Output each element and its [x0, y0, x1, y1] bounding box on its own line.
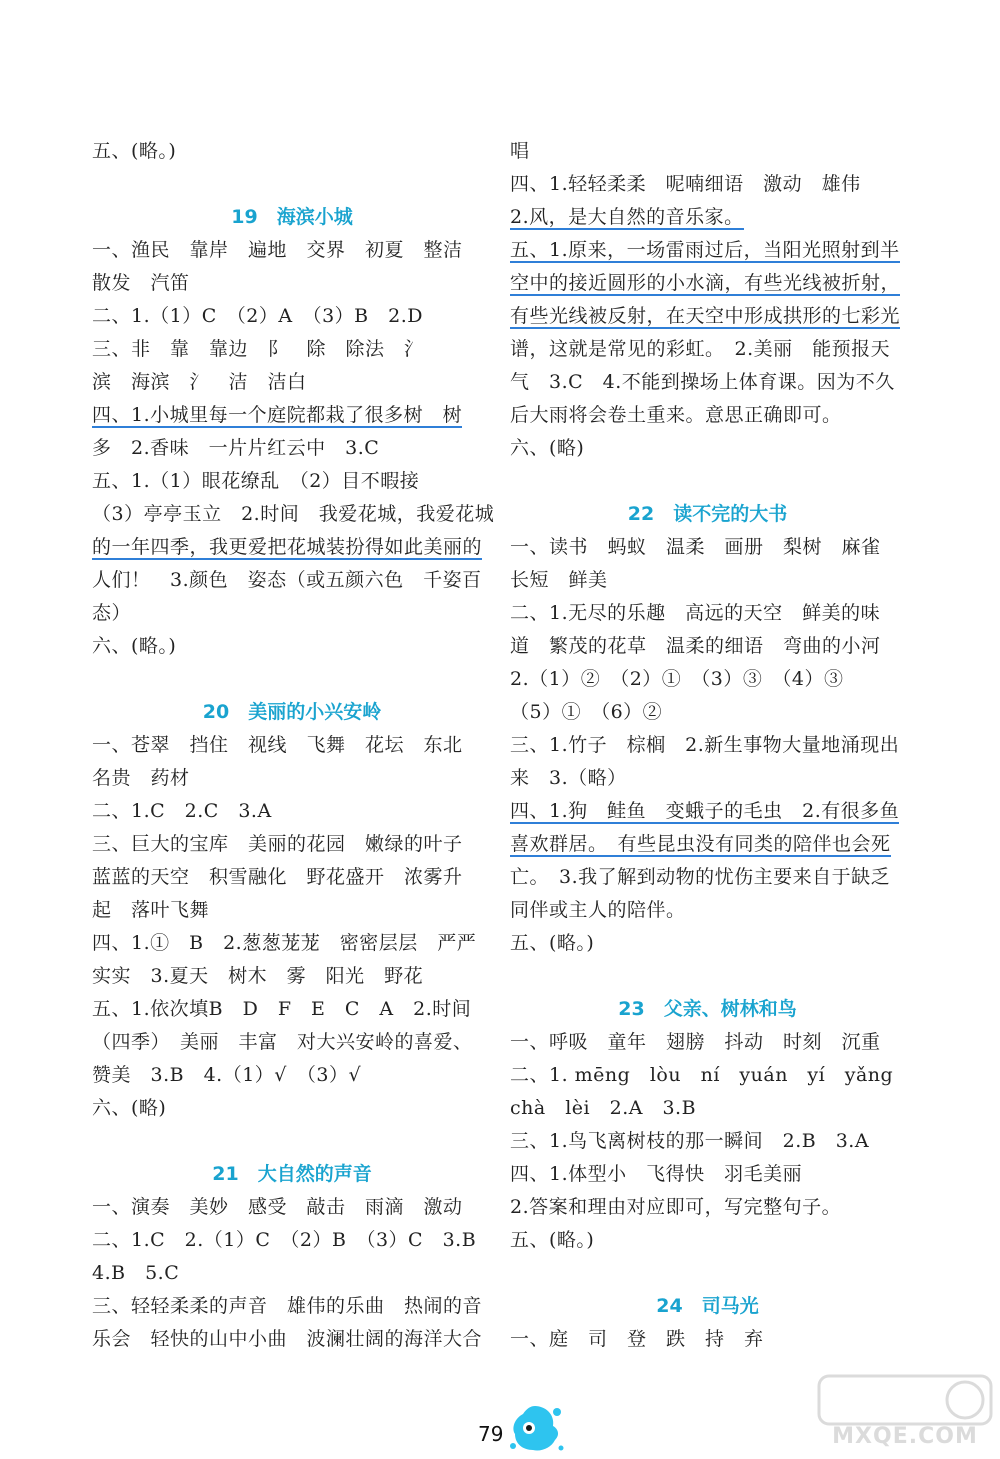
underlined-answer: 的一年四季，我更爱把花城装扮得如此美丽的 [92, 536, 483, 558]
answer-line: 三、1.竹子 棕榈 2.新生事物大量地涌现出 [510, 734, 900, 756]
left-column [92, 135, 495, 1356]
answer-line: 六、(略) [92, 1097, 167, 1119]
right-column [510, 135, 905, 1356]
answer-line [92, 531, 492, 564]
answer-line: 2.（1）② （2）① （3）③ （4）③ [510, 668, 844, 690]
answer-line [510, 795, 905, 828]
spacer [92, 663, 492, 696]
answer-line: 一、呼吸 童年 翅膀 抖动 时刻 沉重 [510, 1031, 881, 1053]
watermark-text: MXQE.COM [832, 1424, 978, 1449]
lesson-heading: 24 司马光 [656, 1295, 759, 1317]
answer-line: 二、1. mēng lòu ní yuán yí yǎng [510, 1064, 894, 1086]
underlined-answer: 2.风，是大自然的音乐家。 [510, 206, 744, 228]
answer-line: 赞美 3.B 4.（1）√ （3）√ [92, 1064, 362, 1086]
watermark-logo [815, 1372, 995, 1456]
answer-line: 二、1.无尽的乐趣 高远的天空 鲜美的味 [510, 602, 881, 624]
answer-line [510, 828, 905, 861]
answer-line: 气 3.C 4.不能到操场上体育课。因为不久 [510, 371, 895, 393]
answer-line: 后大雨将会卷土重来。意思正确即可。 [510, 404, 842, 426]
spacer [510, 465, 905, 498]
answer-line: 滨 海滨 氵 洁 洁白 [92, 371, 307, 393]
answer-line: 同伴或主人的陪伴。 [510, 899, 686, 921]
underlined-answer: 喜欢群居。 有些昆虫没有同类的陪伴也会死 [510, 833, 891, 855]
answer-line: 起 落叶飞舞 [92, 899, 210, 921]
answer-line: 二、1.C 2.C 3.A [92, 800, 272, 822]
answer-line: 五、(略。) [510, 1229, 595, 1251]
answer-line: 三、轻轻柔柔的声音 雄伟的乐曲 热闹的音 [92, 1295, 483, 1317]
answer-line [510, 234, 905, 267]
answer-line: 一、读书 蚂蚁 温柔 画册 梨树 麻雀 [510, 536, 881, 558]
answer-line: 乐会 轻快的山中小曲 波澜壮阔的海洋大合 [92, 1328, 483, 1350]
answer-line: 一、渔民 靠岸 遍地 交界 初夏 整洁 [92, 239, 463, 261]
spacer [92, 168, 492, 201]
answer-line: 名贵 药材 [92, 767, 190, 789]
spacer [510, 960, 905, 993]
answer-line: 谱，这就是常见的彩虹。 2.美丽 能预报天 [510, 338, 891, 360]
lesson-heading: 23 父亲、树林和鸟 [618, 998, 797, 1020]
answer-line: 二、1.（1）C （2）A （3）B 2.D [92, 305, 423, 327]
answer-line: 蓝蓝的天空 积雪融化 野花盛开 浓雾升 [92, 866, 463, 888]
answer-line [510, 267, 905, 300]
spacer [92, 1125, 492, 1158]
answer-line: 唱 [510, 140, 530, 162]
answer-line: （5）① （6）② [510, 701, 663, 723]
lesson-heading: 20 美丽的小兴安岭 [202, 701, 382, 723]
answer-line: 六、(略。) [92, 635, 177, 657]
underlined-answer: 空中的接近圆形的小水滴，有些光线被折射， [510, 272, 901, 294]
answer-line: 五、(略。) [92, 140, 177, 162]
answer-line: （3）亭亭玉立 2.时间 我爱花城，我爱花城 [92, 503, 495, 525]
answer-line [92, 399, 492, 432]
answer-line: 一、苍翠 挡住 视线 飞舞 花坛 东北 [92, 734, 463, 756]
answer-line: 实实 3.夏天 树木 雾 阳光 野花 [92, 965, 424, 987]
answer-line: 长短 鲜美 [510, 569, 608, 591]
answer-line: 4.B 5.C [92, 1262, 180, 1284]
spacer [510, 1257, 905, 1290]
answer-line [510, 201, 905, 234]
answer-line: （四季） 美丽 丰富 对大兴安岭的喜爱、 [92, 1031, 473, 1053]
lesson-heading: 19 海滨小城 [231, 206, 353, 228]
answer-line: 来 3.（略） [510, 767, 627, 789]
answer-line: 人们！ 3.颜色 姿态（或五颜六色 千姿百 [92, 569, 482, 591]
answer-line: 2.答案和理由对应即可，写完整句子。 [510, 1196, 842, 1218]
underlined-answer: 四、1.狗 鲑鱼 变蛾子的毛虫 2.有很多鱼 [510, 800, 900, 822]
answer-line: 道 繁茂的花草 温柔的细语 弯曲的小河 [510, 635, 881, 657]
page-number: 79 [478, 1422, 504, 1446]
answer-line: 散发 汽笛 [92, 272, 190, 294]
answer-line: 三、巨大的宝库 美丽的花园 嫩绿的叶子 [92, 833, 463, 855]
lesson-heading: 22 读不完的大书 [627, 503, 788, 525]
underlined-answer: 五、1.原来，一场雷雨过后，当阳光照射到半 [510, 239, 900, 261]
answer-line [510, 300, 905, 333]
answer-line: 五、(略。) [510, 932, 595, 954]
underlined-answer: 有些光线被反射，在天空中形成拱形的七彩光 [510, 305, 901, 327]
answer-line: 三、非 靠 靠边 阝 除 除法 氵 [92, 338, 424, 360]
answer-line: 态） [92, 602, 132, 624]
splash-icon [505, 1398, 565, 1458]
answer-line: 五、1.（1）眼花缭乱 （2）目不暇接 [92, 470, 420, 492]
answer-line: 三、1.鸟飞离树枝的那一瞬间 2.B 3.A [510, 1130, 870, 1152]
answer-line: 六、(略) [510, 437, 585, 459]
answer-line: chà lèi 2.A 3.B [510, 1097, 697, 1119]
answer-line: 多 2.香味 一片片红云中 3.C [92, 437, 380, 459]
answer-line: 五、1.依次填B D F E C A 2.时间 [92, 998, 472, 1020]
answer-line: 一、演奏 美妙 感受 敲击 雨滴 激动 [92, 1196, 463, 1218]
answer-line: 二、1.C 2.（1）C （2）B （3）C 3.B [92, 1229, 477, 1251]
answer-line: 四、1.轻轻柔柔 呢喃细语 激动 雄伟 [510, 173, 861, 195]
answer-line: 亡。 3.我了解到动物的忧伤主要来自于缺乏 [510, 866, 891, 888]
answer-line: 一、庭 司 登 跌 持 弃 [510, 1328, 764, 1350]
answer-line: 四、1.体型小 飞得快 羽毛美丽 [510, 1163, 803, 1185]
answer-line: 四、1.① B 2.葱葱茏茏 密密层层 严严 [92, 932, 477, 954]
lesson-heading: 21 大自然的声音 [212, 1163, 372, 1185]
underlined-answer: 四、1.小城里每一个庭院都栽了很多树 树 [92, 404, 463, 426]
